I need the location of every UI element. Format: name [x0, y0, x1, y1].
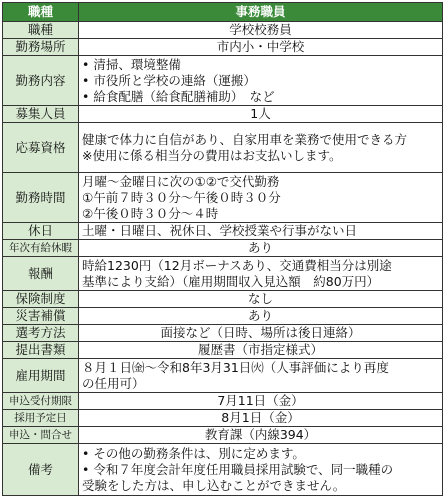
- row-value: なし: [79, 291, 443, 308]
- row-value: [79, 56, 443, 106]
- row-value: 1人: [79, 106, 443, 123]
- row-value: 市内小・中学校: [79, 39, 443, 56]
- row-label: 備考: [3, 444, 79, 496]
- row-value: あり: [79, 308, 443, 325]
- value-line: 基準により支給）（雇用期間収入見込額 約80万円）: [82, 273, 380, 289]
- row-value: 履歴書（市指定様式）: [79, 342, 443, 359]
- row-label: 雇用期間: [3, 359, 79, 393]
- row-shikaku: [3, 123, 443, 173]
- list-item: • 市役所と学校の連絡（運搬）: [82, 73, 439, 89]
- header-label: 職種: [3, 3, 79, 22]
- row-kyujitsu: [3, 223, 443, 240]
- row-jikan: [3, 173, 443, 223]
- list-item: • 清掃、環境整備: [82, 57, 439, 73]
- row-label: 職種: [3, 22, 79, 39]
- value-line: 月曜～金曜日に次の①②で交代勤務: [82, 173, 280, 189]
- row-value: 7月11日（金）: [79, 393, 443, 410]
- row-label: 休日: [3, 223, 79, 240]
- row-value: 土曜・日曜日、祝休日、学校授業や行事がない日: [79, 223, 443, 240]
- row-shorui: [3, 342, 443, 359]
- row-kikan: [3, 359, 443, 393]
- job-table: [2, 2, 443, 496]
- row-value: [79, 444, 443, 496]
- row-label: 災害補償: [3, 308, 79, 325]
- row-label: 勤務場所: [3, 39, 79, 56]
- row-label: 保険制度: [3, 291, 79, 308]
- list-item: • 給食配膳（給食配膳補助） など: [82, 89, 439, 105]
- row-toiawase: [3, 427, 443, 444]
- row-label: 採用予定日: [3, 410, 79, 427]
- row-label: 選考方法: [3, 325, 79, 342]
- row-value: [79, 123, 443, 173]
- row-label: 年次有給休暇: [3, 240, 79, 257]
- row-value: 面接など（日時、場所は後日連絡）: [79, 325, 443, 342]
- value-line: ※使用に係る相当分の費用はお支払いします。: [82, 147, 342, 163]
- row-value: 8月1日（金）: [79, 410, 443, 427]
- row-value: 教育課（内線394）: [79, 427, 443, 444]
- row-value: あり: [79, 240, 443, 257]
- list-item-continuation: 受験をした方は、申し込むことができません。: [82, 477, 346, 493]
- row-yukyu: [3, 240, 443, 257]
- value-line: ①午前７時３０分～午後０時３０分: [82, 189, 281, 205]
- row-value: [79, 257, 443, 291]
- row-basho: [3, 39, 443, 56]
- row-label: 申込・問合せ: [3, 427, 79, 444]
- value-line: の任用可）: [82, 375, 145, 391]
- row-shokushu: [3, 22, 443, 39]
- row-value: 学校校務員: [79, 22, 443, 39]
- row-hoken: [3, 291, 443, 308]
- row-saiyou: [3, 410, 443, 427]
- row-label: 勤務内容: [3, 56, 79, 106]
- row-ninzu: [3, 106, 443, 123]
- header-value: 事務職員: [79, 3, 443, 22]
- value-line: 健康で体力に自信があり、自家用車を業務で使用できる方: [82, 131, 408, 147]
- value-line: ８月１日㈮～令和8年3月31日㈫（人事評価により再度: [82, 359, 389, 375]
- row-uketsuke: [3, 393, 443, 410]
- row-label: 募集人員: [3, 106, 79, 123]
- row-label: 勤務時間: [3, 173, 79, 223]
- row-naiyou: [3, 56, 443, 106]
- row-value: [79, 359, 443, 393]
- list-item: • その他の勤務条件は、別に定めます。: [82, 446, 439, 462]
- row-saigai: [3, 308, 443, 325]
- list-item: • 令和７年度会計年度任用職員採用試験で、同一職種の: [82, 462, 439, 478]
- table-header-row: [3, 3, 443, 22]
- row-senkou: [3, 325, 443, 342]
- row-label: 提出書類: [3, 342, 79, 359]
- value-line: ②午後０時３０分～４時: [82, 205, 219, 221]
- row-label: 報酬: [3, 257, 79, 291]
- value-line: 時給1230円（12月ボーナスあり、交通費相当分は別途: [82, 257, 392, 273]
- row-label: 申込受付期限: [3, 393, 79, 410]
- row-value: [79, 173, 443, 223]
- row-bikou: [3, 444, 443, 496]
- row-label: 応募資格: [3, 123, 79, 173]
- row-houshu: [3, 257, 443, 291]
